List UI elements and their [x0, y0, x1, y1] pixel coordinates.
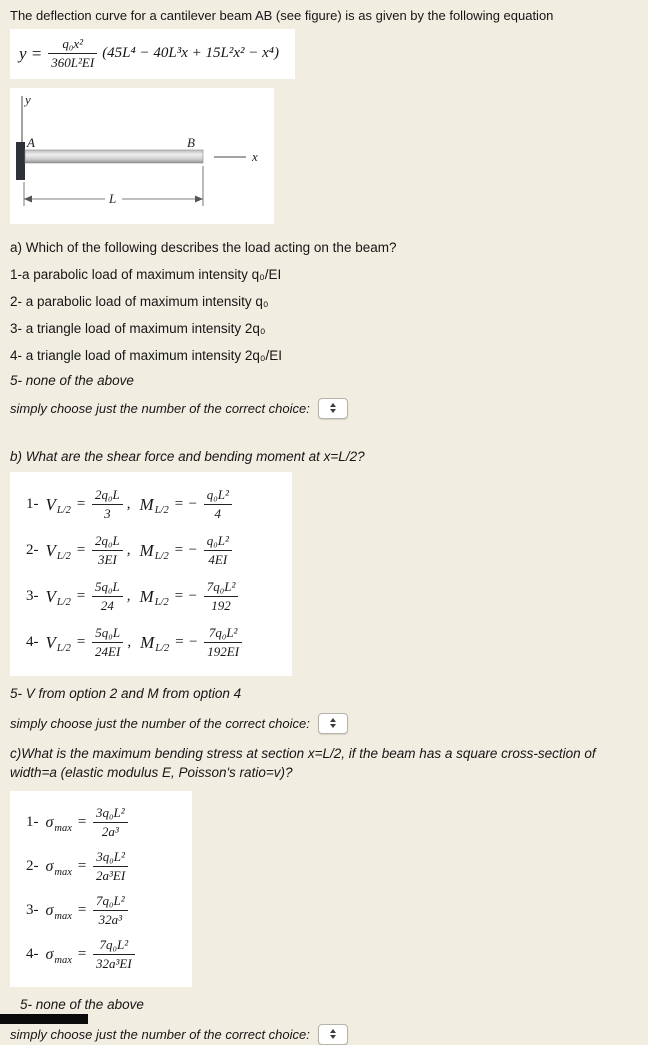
shear-denominator: 24EI [95, 644, 121, 659]
stress-numerator: 3q₀L² [93, 849, 128, 867]
beam-figure-svg [10, 88, 274, 224]
moment-symbol: M $_{L/2}$ [139, 495, 169, 516]
shear-fraction [92, 625, 123, 661]
equals-sign: = [75, 542, 87, 558]
equals-sign: = [75, 496, 87, 512]
option-number: 3- [26, 902, 39, 919]
moment-numerator: 7q₀L² [204, 625, 242, 643]
stress-denominator: 2a³EI [96, 868, 126, 884]
equals-sign: = [76, 946, 88, 963]
shear-symbol: V $_{L/2}$ [45, 633, 71, 654]
stress-denominator: 2a³ [101, 824, 119, 840]
updown-arrow-icon [330, 403, 336, 413]
qb-answer-row [10, 713, 638, 734]
shear-numerator: 5q₀L [92, 625, 123, 643]
y-axis-label: y [25, 91, 31, 107]
moment-symbol: M $_{L/2}$ [140, 633, 170, 654]
qc-option-2 [26, 845, 192, 889]
dim-arrow-left [24, 195, 32, 202]
choice-select-a[interactable] [318, 398, 348, 419]
moment-numerator: 7q₀L² [204, 579, 239, 597]
option-number: 1- [26, 814, 39, 831]
beam-bar [25, 150, 203, 163]
stress-numerator: 7q₀L² [93, 937, 135, 955]
equals-minus-sign: = − [174, 634, 199, 650]
equation-lhs: y = [19, 43, 43, 63]
moment-denominator: 4 [214, 506, 222, 521]
question-a-title: a) Which of the following describes the load acting on the beam? [10, 239, 397, 255]
stress-fraction [93, 893, 128, 929]
qa-option-5: 5- none of the above [10, 372, 134, 388]
qa-option-1: 1-a parabolic load of maximum intensity q₀/EI [10, 266, 282, 282]
shear-numerator: 5q₀L [92, 579, 123, 597]
moment-fraction [204, 579, 239, 615]
qc-option-4 [26, 933, 192, 977]
qc-options-panel [10, 791, 192, 987]
updown-arrow-icon [330, 1029, 336, 1039]
moment-denominator: 4EI [208, 552, 228, 567]
deflection-equation [10, 29, 295, 79]
shear-numerator: 2q₀L [92, 533, 123, 551]
equals-minus-sign: = − [173, 588, 198, 604]
qb-option-2 [26, 528, 292, 574]
problem-statement: The deflection curve for a cantilever beam AB (see figure) is as given by the following equation [10, 8, 554, 23]
option-number: 1- [26, 496, 39, 512]
dim-arrow-right [195, 195, 203, 202]
option-number: 3- [26, 588, 39, 604]
stress-fraction [93, 849, 128, 885]
option-number: 4- [26, 634, 39, 650]
moment-numerator: q₀L² [204, 487, 232, 505]
equation-numerator: q₀x² [48, 36, 97, 54]
shear-fraction [92, 487, 123, 523]
fixed-support [16, 142, 25, 180]
equals-sign: = [76, 814, 88, 831]
sigma-symbol: σ $_{max}$ [45, 901, 72, 922]
qc-option-5: 5- none of the above [20, 996, 144, 1012]
qb-answer-prompt: simply choose just the number of the correct choice: [10, 715, 310, 731]
shear-denominator: 3EI [98, 552, 117, 567]
stress-numerator: 7q₀L² [93, 893, 128, 911]
sigma-symbol: σ $_{max}$ [45, 813, 72, 834]
comma: , [126, 588, 131, 604]
qb-options-panel [10, 472, 292, 676]
length-label: L [109, 190, 117, 206]
qc-answer-prompt: simply choose just the number of the correct choice: [10, 1026, 310, 1042]
shear-denominator: 24 [100, 598, 114, 613]
stress-denominator: 32a³ [98, 912, 123, 928]
equals-minus-sign: = − [173, 496, 198, 512]
option-number: 2- [26, 542, 39, 558]
equation-denominator: 360L²EI [51, 55, 95, 71]
updown-arrow-icon [330, 718, 336, 728]
equals-sign: = [75, 588, 87, 604]
shear-symbol: V $_{L/2}$ [45, 541, 71, 562]
moment-numerator: q₀L² [204, 533, 232, 551]
equation-fraction [48, 36, 97, 72]
equals-sign: = [76, 858, 88, 875]
qa-option-4: 4- a triangle load of maximum intensity 2q₀/EI [10, 347, 282, 363]
comma: , [127, 634, 132, 650]
moment-fraction [204, 487, 232, 523]
beam-figure [10, 88, 274, 224]
choice-select-b[interactable] [318, 713, 348, 734]
moment-fraction [204, 625, 242, 661]
qa-answer-row [10, 398, 638, 419]
x-axis-label: x [252, 148, 258, 164]
qb-option-1 [26, 482, 292, 528]
stress-fraction [93, 937, 135, 973]
shear-fraction [92, 533, 123, 569]
question-c-title: c)What is the maximum bending stress at section x=L/2, if the beam has a square cross-section of width=a (elastic modulus E, Poisson's ratio=v)? [10, 745, 596, 781]
equals-minus-sign: = − [173, 542, 198, 558]
qc-option-3 [26, 889, 192, 933]
point-a-label: A [27, 134, 35, 150]
moment-denominator: 192 [211, 598, 231, 613]
equals-sign: = [75, 634, 87, 650]
option-number: 4- [26, 946, 39, 963]
qc-answer-row [10, 1024, 638, 1045]
point-b-label: B [187, 134, 195, 150]
question-b-title: b) What are the shear force and bending moment at x=L/2? [10, 448, 365, 464]
qc-option-1 [26, 801, 192, 845]
qa-option-2: 2- a parabolic load of maximum intensity q₀ [10, 293, 269, 309]
moment-fraction [204, 533, 232, 569]
qa-option-3: 3- a triangle load of maximum intensity 2q₀ [10, 320, 266, 336]
shear-symbol: V $_{L/2}$ [45, 495, 71, 516]
stress-fraction [93, 805, 128, 841]
qa-answer-prompt: simply choose just the number of the correct choice: [10, 400, 310, 416]
equation-rhs: (45L⁴ − 40L³x + 15L²x² − x⁴) [102, 45, 279, 62]
choice-select-c[interactable] [318, 1024, 348, 1045]
comma: , [126, 496, 131, 512]
bottom-left-bar [0, 1014, 88, 1024]
sigma-symbol: σ $_{max}$ [45, 857, 72, 878]
shear-numerator: 2q₀L [92, 487, 123, 505]
shear-fraction [92, 579, 123, 615]
qb-option-4 [26, 620, 292, 666]
equals-sign: = [76, 902, 88, 919]
option-number: 2- [26, 858, 39, 875]
moment-symbol: M $_{L/2}$ [139, 587, 169, 608]
shear-symbol: V $_{L/2}$ [45, 587, 71, 608]
comma: , [126, 542, 131, 558]
shear-denominator: 3 [104, 506, 111, 521]
stress-denominator: 32a³EI [96, 956, 132, 972]
sigma-symbol: σ $_{max}$ [45, 945, 72, 966]
stress-numerator: 3q₀L² [93, 805, 128, 823]
moment-denominator: 192EI [207, 644, 240, 659]
qb-option-5: 5- V from option 2 and M from option 4 [10, 685, 242, 701]
qb-option-3 [26, 574, 292, 620]
moment-symbol: M $_{L/2}$ [139, 541, 169, 562]
